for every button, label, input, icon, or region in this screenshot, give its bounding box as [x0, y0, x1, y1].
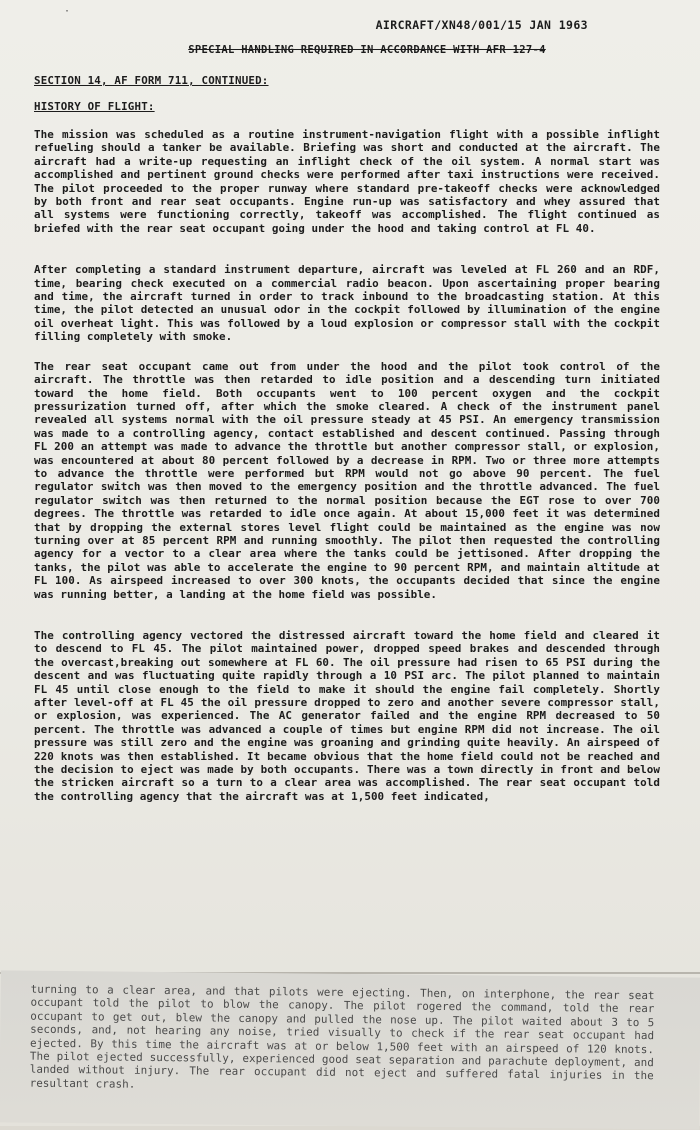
paragraph-4: The controlling agency vectored the distressed aircraft toward the home field and cleared it to descend to FL 45. The pilot maintained power, dropped speed brakes and descended through the overcast,breaking out somewhere at FL 60. The oil pressure had risen to 65 PSI during the descent and was fluctuating quite rapidly through a 10 PSI arc. The pilot planned to maintain FL 45 until close enough to the field to make it should the engine fail completely. Shortly after level-off at FL 45 the oil pressure dropped to zero and another severe compressor stall, or explosion, was experienced. The AC generator failed and the engine RPM decreased to 50 percent. The throttle was advanced a couple of times but engine RPM did not increase. The oil pressure was still zero and the engine was groaning and grinding quite heavily. An airspeed of 220 knots was then established. It became obvious that the home field could not be reached and the decision to eject was made by both occupants. There was a town directly in front and below the stricken aircraft so a turn to a clear area was accomplished. The rear seat occupant told the controlling agency that the aircraft was at 1,500 feet indicated, — [34, 629, 660, 803]
document-id: AIRCRAFT/XN48/001/15 JAN 1963 — [375, 18, 588, 32]
section-title: SECTION 14, AF FORM 711, CONTINUED: — [34, 74, 269, 87]
stray-mark: · — [64, 6, 71, 17]
subsection-title: HISTORY OF FLIGHT: — [34, 100, 155, 113]
paragraph-faded: turning to a clear area, and that pilots were ejecting. Then, on interphone, the rear seat occupant told the pilot to blow the canopy. The pilot rogered the command, told the rear occupant to get out, blew the canopy and pulled the nose up. The pilot waited about 3 to 5 seconds, and, not hearing any noise, tried visually to check if the rear seat occupant had ejected. By this time the aircraft was at or below 1,500 feet with an airspeed of 120 knots. The pilot ejected successfully, experienced good seat separation and parachute deployment, and landed without injury. The rear occupant did not eject and suffered fatal injuries in the resultant crash. — [29, 982, 655, 1091]
lower-faded-section — [0, 970, 700, 1129]
handling-notice: SPECIAL HANDLING REQUIRED IN ACCORDANCE WITH AFR 127-4 — [188, 44, 546, 56]
paragraph-3: The rear seat occupant came out from under the hood and the pilot took control of the aircraft. The throttle was then retarded to idle position and a descending turn initiated toward the home field. Both occupants went to 100 percent oxygen and the cockpit pressurization turned off, after which the smoke cleared. A check of the instrument panel revealed all systems normal with the oil pressure steady at 45 PSI. An emergency transmission was made to a controlling agency, contact established and descent continued. Passing through FL 200 an attempt was made to advance the throttle but another compressor stall, or explosion, was encountered at about 80 percent followed by a decrease in RPM. Two or three more attempts to advance the throttle were performed but RPM would not go above 90 percent. The fuel regulator switch was then moved to the emergency position and the throttle advanced. The fuel regulator switch was then returned to the normal position because the EGT rose to over 700 degrees. The throttle was retarded to idle once again. At about 15,000 feet it was determined that by dropping the external stores level flight could be maintained as the engine was now turning over at 85 percent RPM and running smoothly. The pilot then requested the controlling agency for a vector to a clear area where the tanks could be jettisoned. After dropping the tanks, the pilot was able to accelerate the engine to 90 percent RPM, and maintain altitude at FL 100. As airspeed increased to over 300 knots, the occupants decided that since the engine was running better, a landing at the home field was possible. — [34, 359, 660, 601]
paragraph-2: After completing a standard instrument departure, aircraft was leveled at FL 260 and an RDF, time, bearing check executed on a commercial radio beacon. Upon ascertaining proper bearing and time, the aircraft turned in order to track inbound to the broadcasting station. At this time, the pilot detected an unusual odor in the cockpit followed by illumination of the engine oil overheat light. This was followed by a loud explosion or compressor stall with the cockpit filling completely with smoke. — [34, 263, 660, 344]
paragraph-1: The mission was scheduled as a routine instrument-navigation flight with a possible inflight refueling should a tanker be available. Briefing was short and conducted at the aircraft. The aircraft had a write-up requesting an inflight check of the oil system. A normal start was accomplished and pertinent ground checks were performed after taxi instructions were received. The pilot proceeded to the proper runway where standard pre-takeoff checks were acknowledged by both front and rear seat occupants. Engine run-up was satisfactory and whey assured that all systems were functioning correctly, takeoff was accomplished. The flight continued as briefed with the rear seat occupant going under the hood and taking control at FL 40. — [34, 128, 660, 235]
